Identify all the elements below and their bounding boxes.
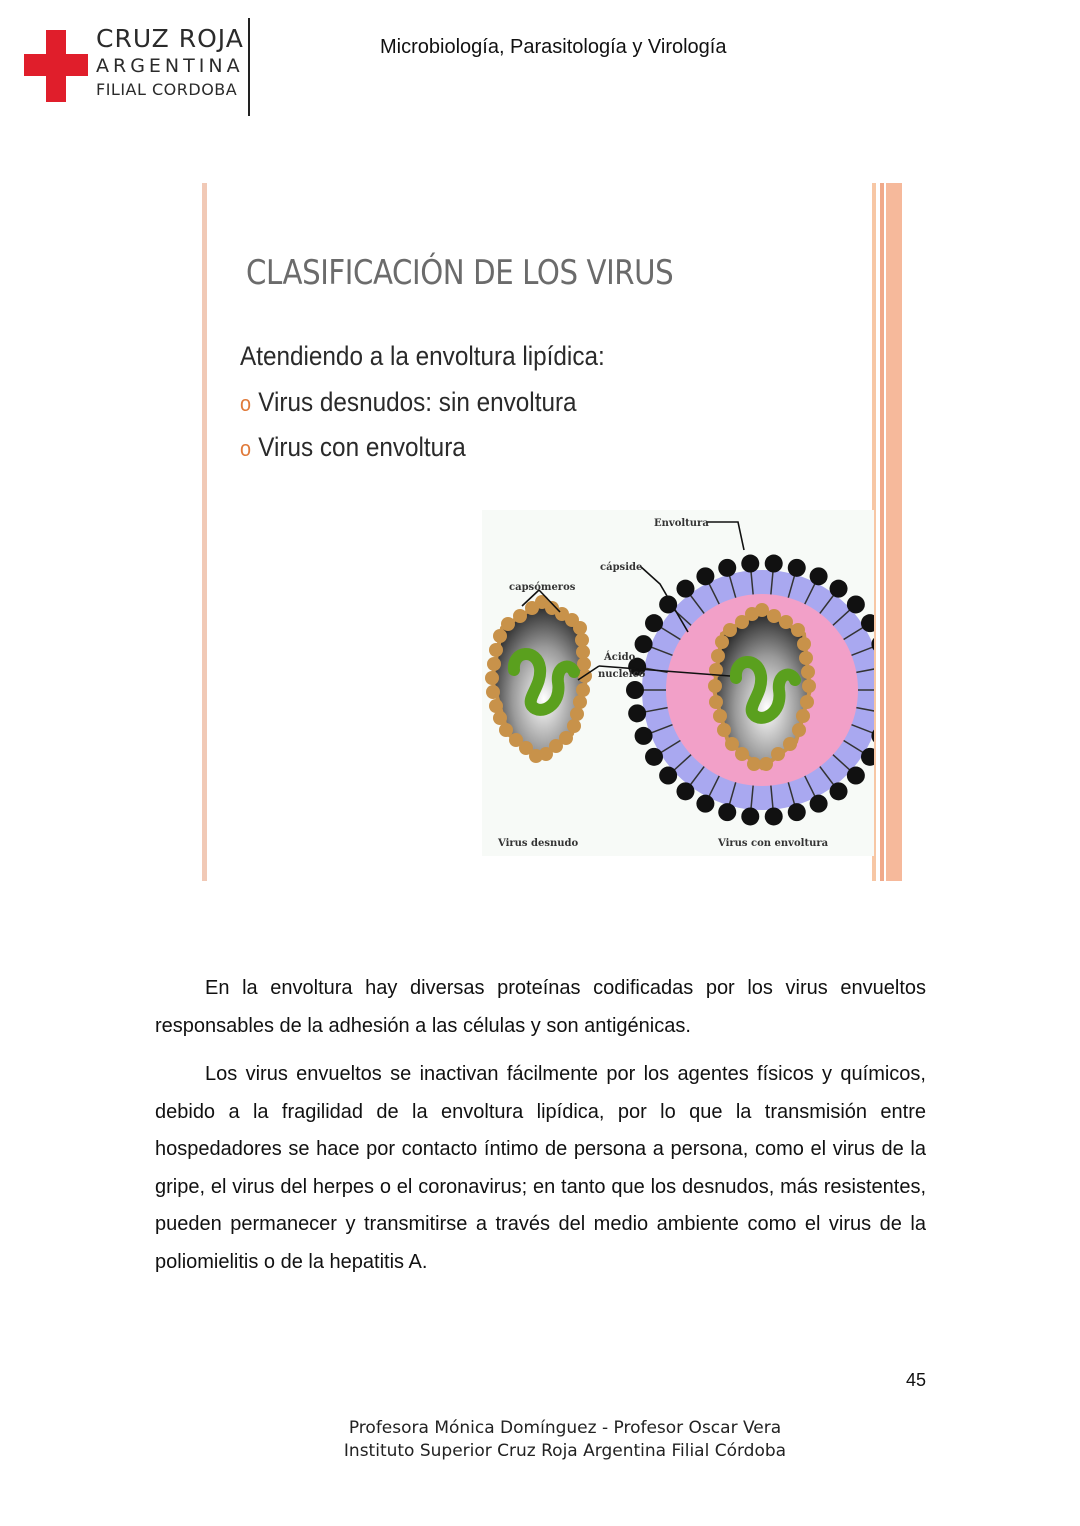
- virus-diagram: [482, 510, 874, 856]
- spike-head: [718, 803, 736, 821]
- spike-head: [718, 559, 736, 577]
- logo-text: [96, 26, 244, 98]
- paragraph-1: [155, 970, 926, 1045]
- footer-institution: Instituto Superior Cruz Roja Argentina Filial Córdoba: [343, 1441, 787, 1461]
- spike-head: [676, 580, 694, 598]
- logo-line-1: CRUZ ROJA: [96, 24, 244, 53]
- footer-authors: Profesora Mónica Domínguez - Profesor Oscar Vera: [348, 1418, 782, 1438]
- spike-head: [676, 782, 694, 800]
- spike-head: [696, 567, 714, 585]
- logo-line-2: ARGENTINA: [96, 55, 244, 77]
- slide-bullet: [240, 387, 577, 418]
- label-capside: cápside: [600, 562, 643, 573]
- spike-head: [635, 635, 653, 653]
- label-virus-desnudo: Virus desnudo: [498, 838, 579, 849]
- spike-head: [788, 803, 806, 821]
- label-envoltura: Envoltura: [654, 518, 709, 529]
- header-title: Microbiología, Parasitología y Virología: [380, 36, 727, 58]
- spike-head: [810, 567, 828, 585]
- spike-head: [635, 727, 653, 745]
- slide-right-border: [872, 183, 902, 881]
- slide-bullet-text: Virus con envoltura: [258, 432, 466, 462]
- logo-line-3: FILIAL CORDOBA: [96, 80, 238, 99]
- spike-head: [626, 681, 644, 699]
- bullet-circle-icon: o: [240, 436, 252, 461]
- spike-head: [696, 795, 714, 813]
- spike-head: [645, 748, 663, 766]
- label-virus-con-envoltura: Virus con envoltura: [718, 838, 829, 849]
- spike-head: [830, 580, 848, 598]
- spike-head: [659, 767, 677, 785]
- spike-head: [788, 559, 806, 577]
- label-acido: Ácido: [604, 652, 636, 663]
- red-cross-icon: [24, 30, 88, 102]
- spike-head: [741, 807, 759, 825]
- slide-bullet: [240, 432, 466, 463]
- paragraph-2-text: Los virus envueltos se inactivan fácilmente por los agentes físicos y químicos, debido a la fragilidad de la envoltura lipídica, por lo que la transmisión entre hospedadores se hace por contacto íntimo de persona a persona, como el virus de la gripe, el virus del herpes o el coronavirus; en tanto que los desnudos, más resistentes, pueden permanecer y transmitirse a través del medio ambiente como el virus de la poliomielitis o de la hepatitis A.: [155, 1063, 926, 1273]
- spike-head: [847, 595, 865, 613]
- slide-bullet-text: Virus desnudos: sin envoltura: [258, 387, 577, 417]
- label-capsomeros: capsómeros: [509, 582, 576, 593]
- spike-head: [847, 767, 865, 785]
- paragraph-2: [155, 1056, 926, 1281]
- spike-head: [765, 807, 783, 825]
- spike-head: [628, 704, 646, 722]
- spike-head: [741, 555, 759, 573]
- paragraph-1-text: En la envoltura hay diversas proteínas codificadas por los virus envueltos responsables de la adhesión a las células y son antigénicas.: [155, 977, 926, 1037]
- label-nucleico: nucleico: [598, 669, 646, 680]
- slide-title: CLASIFICACIÓN DE LOS VIRUS: [246, 253, 674, 293]
- slide-left-border: [202, 183, 207, 881]
- spike-head: [645, 614, 663, 632]
- spike-head: [810, 795, 828, 813]
- bullet-circle-icon: o: [240, 391, 252, 416]
- spike-head: [830, 782, 848, 800]
- spike-head: [765, 555, 783, 573]
- cruz-roja-logo: [24, 26, 254, 118]
- slide-intro: Atendiendo a la envoltura lipídica:: [240, 341, 605, 371]
- header-divider: [248, 18, 250, 116]
- page-number: 45: [905, 1370, 926, 1390]
